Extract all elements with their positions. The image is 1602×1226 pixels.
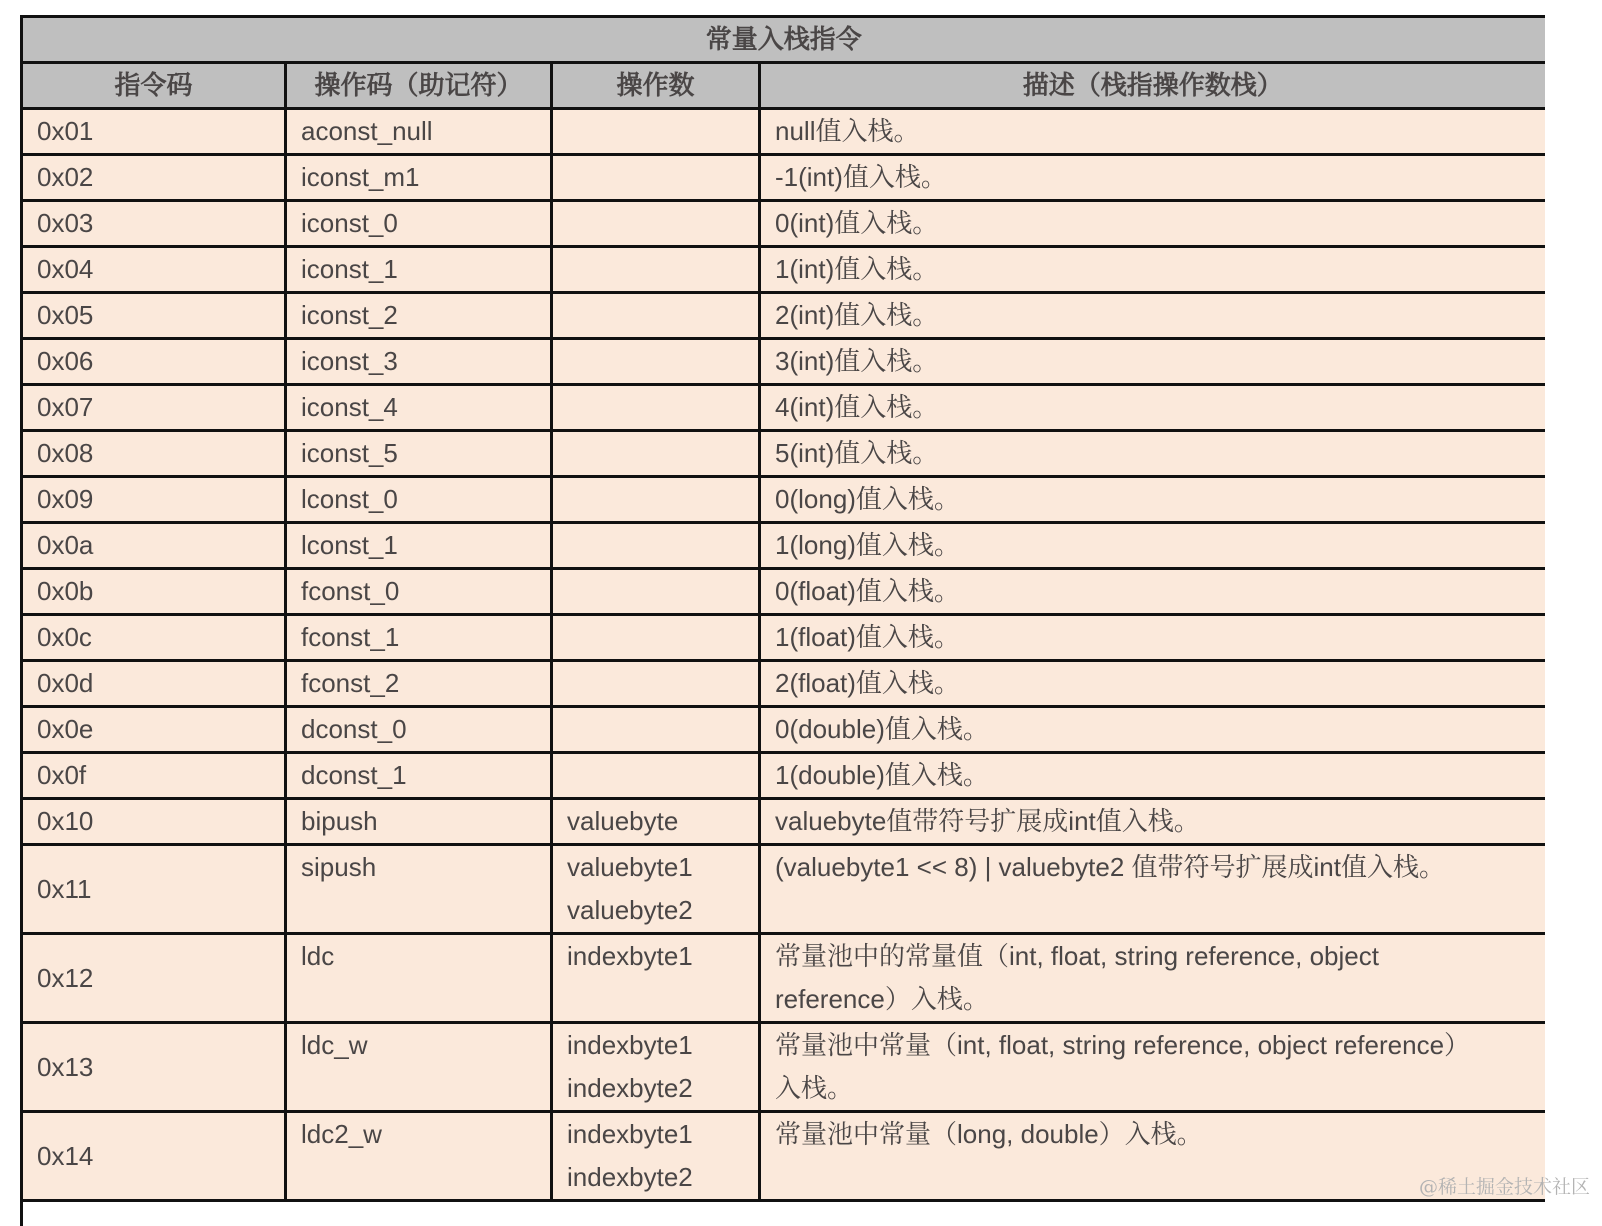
code-cell xyxy=(22,615,286,661)
instruction-table-container xyxy=(20,15,1543,1202)
mnemonic: dconst_0 xyxy=(301,714,407,744)
mnemonic-cell xyxy=(286,1023,552,1112)
instruction-code: 0x0e xyxy=(37,714,94,744)
mnemonic: fconst_1 xyxy=(301,622,400,652)
description-line: 0(float)值入栈。 xyxy=(775,576,960,606)
table-row xyxy=(22,1112,1545,1201)
code-cell xyxy=(22,661,286,707)
description-cell xyxy=(760,523,1545,569)
mnemonic-cell xyxy=(286,753,552,799)
instruction-code: 0x0a xyxy=(37,530,94,560)
description-cell xyxy=(760,339,1545,385)
code-cell xyxy=(22,477,286,523)
mnemonic: ldc_w xyxy=(301,1030,368,1060)
code-cell xyxy=(22,569,286,615)
mnemonic-cell xyxy=(286,431,552,477)
table-header-row xyxy=(22,63,1545,109)
mnemonic: aconst_null xyxy=(301,116,433,146)
description-line: 0(int)值入栈。 xyxy=(775,208,939,238)
instruction-code: 0x11 xyxy=(37,873,92,904)
description-line: 1(long)值入栈。 xyxy=(775,530,960,560)
description-cell xyxy=(760,845,1545,934)
table-row xyxy=(22,661,1545,707)
description-cell xyxy=(760,615,1545,661)
operand: indexbyte2 xyxy=(567,1073,693,1103)
table-title-row xyxy=(22,17,1545,63)
description-line: (valuebyte1 << 8) | valuebyte2 值带符号扩展成int值入栈。 xyxy=(775,852,1445,882)
mnemonic-cell xyxy=(286,799,552,845)
description-cell xyxy=(760,477,1545,523)
instruction-code: 0x04 xyxy=(37,254,94,284)
instruction-code: 0x02 xyxy=(37,162,94,192)
mnemonic-cell xyxy=(286,477,552,523)
table-row xyxy=(22,934,1545,1023)
operands-cell xyxy=(552,385,760,431)
table-row xyxy=(22,247,1545,293)
instruction-code: 0x0f xyxy=(37,760,87,790)
mnemonic: lconst_1 xyxy=(301,530,398,560)
description-cell xyxy=(760,661,1545,707)
mnemonic: iconst_4 xyxy=(301,392,398,422)
operands-cell xyxy=(552,615,760,661)
mnemonic: sipush xyxy=(301,852,377,882)
code-cell xyxy=(22,385,286,431)
code-cell xyxy=(22,339,286,385)
instruction-code: 0x0b xyxy=(37,576,94,606)
description-cell xyxy=(760,753,1545,799)
mnemonic: fconst_2 xyxy=(301,668,400,698)
table-left-border-continuation xyxy=(20,1180,23,1226)
code-cell xyxy=(22,431,286,477)
description-line: 3(int)值入栈。 xyxy=(775,346,939,376)
instruction-code: 0x07 xyxy=(37,392,94,422)
mnemonic: ldc2_w xyxy=(301,1119,382,1149)
table-row xyxy=(22,845,1545,934)
mnemonic: iconst_2 xyxy=(301,300,398,330)
operands-cell xyxy=(552,247,760,293)
code-cell xyxy=(22,845,286,934)
code-cell xyxy=(22,247,286,293)
mnemonic: iconst_1 xyxy=(301,254,398,284)
instruction-code: 0x05 xyxy=(37,300,94,330)
description-cell xyxy=(760,431,1545,477)
instruction-code: 0x09 xyxy=(37,484,94,514)
instruction-code: 0x12 xyxy=(37,962,94,993)
description-cell xyxy=(760,201,1545,247)
table-row xyxy=(22,799,1545,845)
mnemonic-cell xyxy=(286,1112,552,1201)
constant-push-instruction-table xyxy=(20,15,1545,1202)
code-cell xyxy=(22,934,286,1023)
operands-cell xyxy=(552,1023,760,1112)
table-row xyxy=(22,523,1545,569)
mnemonic: lconst_0 xyxy=(301,484,398,514)
description-cell xyxy=(760,707,1545,753)
description-cell xyxy=(760,1023,1545,1112)
mnemonic-cell xyxy=(286,247,552,293)
operands-cell xyxy=(552,339,760,385)
description-line: reference）入栈。 xyxy=(775,984,989,1014)
mnemonic-cell xyxy=(286,845,552,934)
column-header-description: 描述（栈指操作数栈） xyxy=(760,63,1545,109)
operands-cell xyxy=(552,1112,760,1201)
description-line: -1(int)值入栈。 xyxy=(775,162,947,192)
mnemonic-cell xyxy=(286,934,552,1023)
code-cell xyxy=(22,753,286,799)
operand: indexbyte2 xyxy=(567,1162,693,1192)
mnemonic-cell xyxy=(286,339,552,385)
mnemonic: iconst_0 xyxy=(301,208,398,238)
description-line: 常量池中常量（int, float, string reference, object reference） xyxy=(775,1030,1471,1060)
table-row xyxy=(22,615,1545,661)
watermark: @稀土掘金技术社区 xyxy=(1418,1176,1590,1198)
table-row xyxy=(22,753,1545,799)
mnemonic: ldc xyxy=(301,941,335,971)
code-cell xyxy=(22,201,286,247)
mnemonic: iconst_3 xyxy=(301,346,398,376)
operands-cell xyxy=(552,155,760,201)
description-cell xyxy=(760,569,1545,615)
operands-cell xyxy=(552,431,760,477)
mnemonic: iconst_5 xyxy=(301,438,398,468)
instruction-code: 0x06 xyxy=(37,346,94,376)
code-cell xyxy=(22,799,286,845)
mnemonic-cell xyxy=(286,707,552,753)
description-line: 0(long)值入栈。 xyxy=(775,484,960,514)
instruction-code: 0x13 xyxy=(37,1051,94,1082)
operands-cell xyxy=(552,799,760,845)
description-line: 0(double)值入栈。 xyxy=(775,714,989,744)
description-line: null值入栈。 xyxy=(775,116,920,146)
operands-cell xyxy=(552,201,760,247)
description-line: 4(int)值入栈。 xyxy=(775,392,939,422)
mnemonic-cell xyxy=(286,109,552,155)
mnemonic-cell xyxy=(286,385,552,431)
table-row xyxy=(22,477,1545,523)
mnemonic-cell xyxy=(286,155,552,201)
instruction-code: 0x0c xyxy=(37,622,92,652)
code-cell xyxy=(22,1112,286,1201)
description-line: valuebyte值带符号扩展成int值入栈。 xyxy=(775,806,1200,836)
description-cell xyxy=(760,293,1545,339)
instruction-code: 0x01 xyxy=(37,116,94,146)
operands-cell xyxy=(552,569,760,615)
code-cell xyxy=(22,293,286,339)
mnemonic-cell xyxy=(286,293,552,339)
mnemonic-cell xyxy=(286,201,552,247)
description-line: 1(double)值入栈。 xyxy=(775,760,989,790)
instruction-code: 0x0d xyxy=(37,668,94,698)
operands-cell xyxy=(552,109,760,155)
table-row xyxy=(22,1023,1545,1112)
operand: valuebyte xyxy=(567,806,679,836)
description-cell xyxy=(760,934,1545,1023)
description-line: 常量池中的常量值（int, float, string reference, object xyxy=(775,941,1379,971)
operands-cell xyxy=(552,845,760,934)
table-row xyxy=(22,431,1545,477)
table-row xyxy=(22,109,1545,155)
instruction-code: 0x08 xyxy=(37,438,94,468)
description-cell xyxy=(760,109,1545,155)
table-row xyxy=(22,339,1545,385)
operands-cell xyxy=(552,523,760,569)
code-cell xyxy=(22,523,286,569)
description-line: 2(float)值入栈。 xyxy=(775,668,960,698)
description-cell xyxy=(760,385,1545,431)
operands-cell xyxy=(552,707,760,753)
description-line: 常量池中常量（long, double）入栈。 xyxy=(775,1119,1203,1149)
code-cell xyxy=(22,155,286,201)
mnemonic: fconst_0 xyxy=(301,576,400,606)
table-row xyxy=(22,201,1545,247)
mnemonic: bipush xyxy=(301,806,378,836)
description-cell xyxy=(760,799,1545,845)
operand: indexbyte1 xyxy=(567,1119,693,1149)
description-line: 入栈。 xyxy=(775,1073,854,1103)
column-header-code: 指令码 xyxy=(22,63,286,109)
instruction-code: 0x14 xyxy=(37,1140,94,1171)
instruction-code: 0x10 xyxy=(37,806,94,836)
table-title: 常量入栈指令 xyxy=(22,17,1545,63)
description-cell xyxy=(760,247,1545,293)
operand: indexbyte1 xyxy=(567,941,693,971)
operands-cell xyxy=(552,477,760,523)
table-row xyxy=(22,155,1545,201)
description-line: 1(int)值入栈。 xyxy=(775,254,939,284)
mnemonic-cell xyxy=(286,569,552,615)
operands-cell xyxy=(552,753,760,799)
operand: valuebyte1 xyxy=(567,852,693,882)
column-header-mnemonic: 操作码（助记符） xyxy=(286,63,552,109)
mnemonic: dconst_1 xyxy=(301,760,407,790)
mnemonic: iconst_m1 xyxy=(301,162,420,192)
table-row xyxy=(22,385,1545,431)
code-cell xyxy=(22,109,286,155)
operands-cell xyxy=(552,293,760,339)
description-line: 2(int)值入栈。 xyxy=(775,300,939,330)
code-cell xyxy=(22,707,286,753)
description-cell xyxy=(760,155,1545,201)
operand: valuebyte2 xyxy=(567,895,693,925)
operand: indexbyte1 xyxy=(567,1030,693,1060)
description-line: 5(int)值入栈。 xyxy=(775,438,939,468)
code-cell xyxy=(22,1023,286,1112)
table-row xyxy=(22,707,1545,753)
table-row xyxy=(22,293,1545,339)
operands-cell xyxy=(552,661,760,707)
description-line: 1(float)值入栈。 xyxy=(775,622,960,652)
instruction-code: 0x03 xyxy=(37,208,94,238)
mnemonic-cell xyxy=(286,661,552,707)
mnemonic-cell xyxy=(286,523,552,569)
operands-cell xyxy=(552,934,760,1023)
mnemonic-cell xyxy=(286,615,552,661)
table-row xyxy=(22,569,1545,615)
column-header-operands: 操作数 xyxy=(552,63,760,109)
